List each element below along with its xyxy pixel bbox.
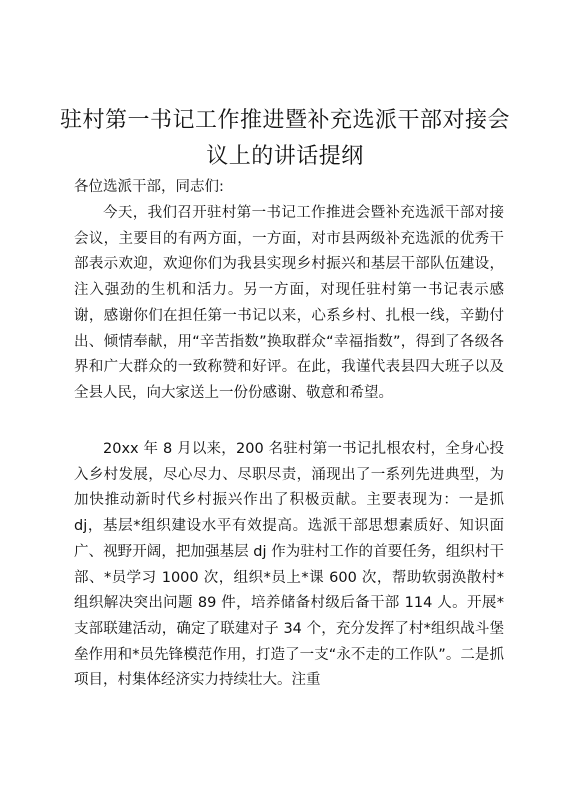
salutation: 各位选派干部，同志们: <box>74 179 224 195</box>
paragraph: 20xx 年 8 月以来，200 名驻村第一书记扎根农村，全身心投入乡村发展，尽心尽力、尽职尽责，涌现出了一系列先进典型，为加快推动新时代乡村振兴作出了积极贡献。主要表现为：一是抓 dj，基层*组织建设水平有效提高。选派干部思想素质好、知识面广、视野开阔，把加强基层 dj 作为驻村工作的首要任务，组织村干部、*员学习 1000 次，组织*员上*课 600 次，帮助软弱涣散村*组织解决突出问题 89 件，培养储备村级后备干部 114 人。开展*支部联建活动，确定了联建对子 34 个，充分发挥了村*组织战斗堡垒作用和*员先锋模范作用，打造了一支“永不走的工作队”。二是抓项目，村集体经济实力持续壮大。注重 <box>74 441 504 689</box>
document-title-line-1: 驻村第一书记工作推进暨补充选派干部对接会 <box>60 108 511 133</box>
paragraph: 今天，我们召开驻村第一书记工作推进会暨补充选派干部对接会议，主要目的有两方面，一方面，对市县两级补充选派的优秀干部表示欢迎，欢迎你们为我县实现乡村振兴和基层干部队伍建设，注入强劲的生机和活力。另一方面，对现任驻村第一书记表示感谢，感谢你们在担任第一书记以来，心系乡村、扎根一线，辛勤付出、倾情奉献，用“辛苦指数”换取群众“幸福指数”，得到了各级各界和广大群众的一致称赞和好评。在此，我谨代表县四大班子以及全县人民，向大家送上一份份感谢、敬意和希望。 <box>74 205 504 401</box>
document-title-line-2: 议上的讲话提纲 <box>206 144 364 169</box>
document-body <box>74 0 504 807</box>
